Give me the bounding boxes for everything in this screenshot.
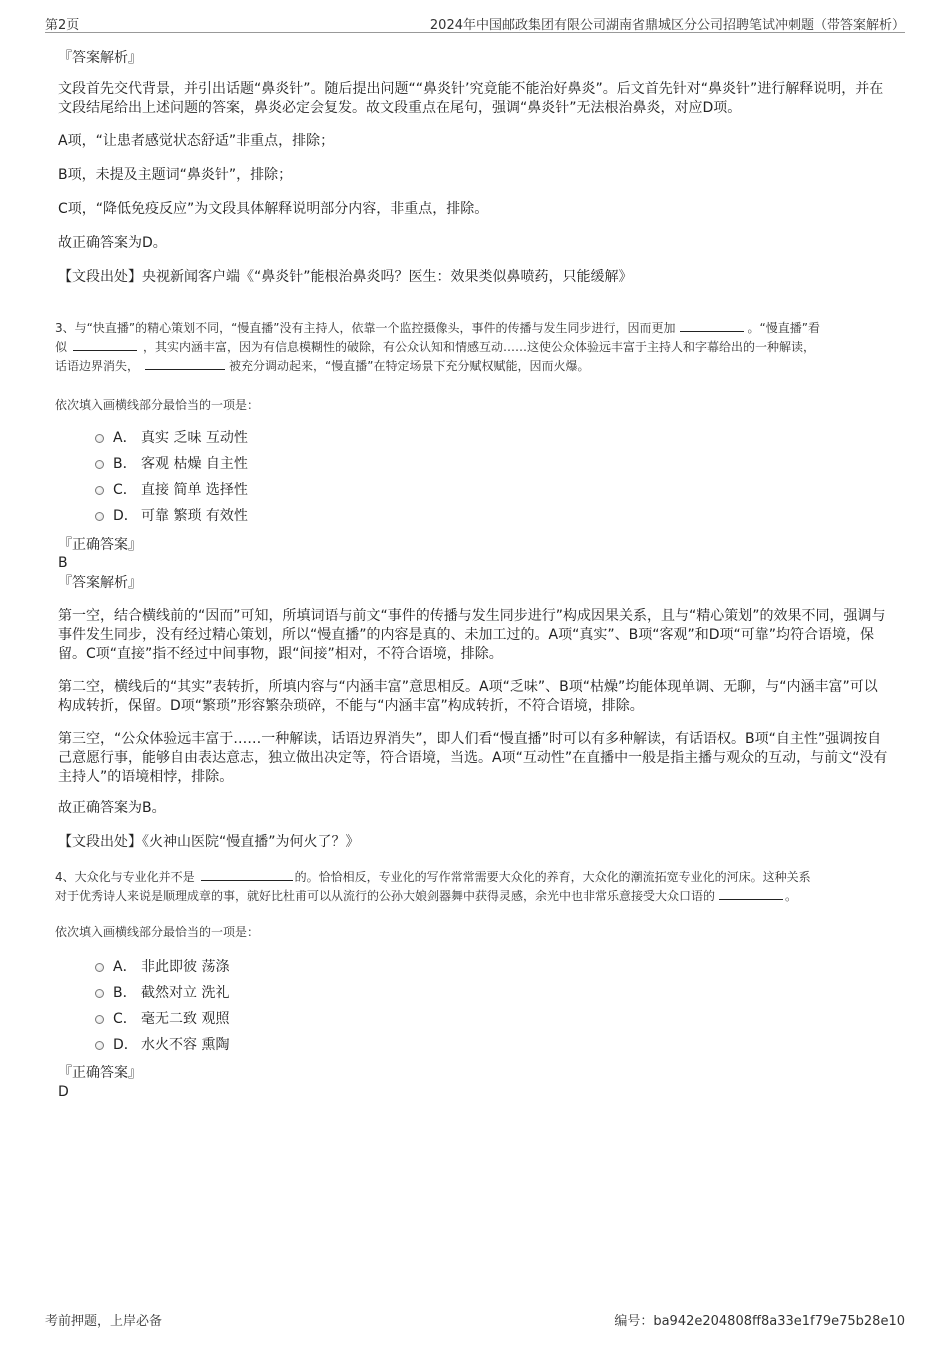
q3-option-a[interactable]: A． 真实 乏味 互动性 [95,428,248,448]
q3-option-d[interactable]: D． 可靠 繁琐 有效性 [95,506,248,526]
radio-icon[interactable] [95,486,104,495]
q2-analysis-p3: B项，未提及主题词“鼻炎针”，排除； [58,167,293,183]
q3-analysis-label: 『答案解析』 [58,575,142,591]
q3-source: 【文段出处】《火神山医院“慢直播”为何火了？》 [58,834,360,850]
q4-option-b[interactable]: B． 截然对立 洗礼 [95,983,229,1003]
q3-analysis-p1: 第一空，结合横线前的“因而”可知，所填词语与前文“事件的传播与发生同步进行”构成因果关系，且与“精心策划”的效果不同，强调与事件发生同步，没有经过精心策划，所以“慢直播”的内容是真的、未加工过的。A项“真实”、B项“客观”和D项“可靠”均符合语境，保留。C项“直接”指不经过中间事物，跟“间接”相对，不符合语境，排除。 [58,608,886,662]
footer-slogan: 考前押题，上岸必备 [45,1314,163,1329]
radio-icon[interactable] [95,1041,104,1050]
q3-stem: 3、与“快直播”的精心策划不同，“慢直播”没有主持人，依靠一个监控摄像头，事件的传播与发生同步进行，因而更加 。“慢直播”看 似 ，其实内涵丰富，因为有信息模糊性的破除，有公众认知和情感互动……这使公众体验远丰富于主持人和字幕给出的一种解读， 话语边界消失， 被充分调动起来，“慢直播”在特定场景下充分赋权赋能，因而火爆。 [55,321,820,373]
q3-correct-label: 『正确答案』 [58,537,142,553]
radio-icon[interactable] [95,1015,104,1024]
q3-blank-3 [145,357,225,370]
q2-analysis-label: 『答案解析』 [58,50,142,66]
q2-analysis-p4: C项，“降低免疫反应”为文段具体解释说明部分内容，非重点，排除。 [58,201,489,217]
radio-icon[interactable] [95,963,104,972]
q4-option-a[interactable]: A． 非此即彼 荡涤 [95,957,229,977]
q3-blank-2 [73,338,137,351]
q3-blank-1 [680,319,744,332]
q4-option-d[interactable]: D． 水火不容 熏陶 [95,1035,229,1055]
page-number: 第2页 [45,18,80,33]
document-title: 2024年中国邮政集团有限公司湖南省鼎城区分公司招聘笔试冲刺题（带答案解析） [429,18,905,33]
q4-prompt: 依次填入画横线部分最恰当的一项是： [55,925,260,939]
q3-analysis-p2: 第二空，横线后的“其实”表转折，所填内容与“内涵丰富”意思相反。A项“乏味”、B项“枯燥”均能体现单调、无聊，与“内涵丰富”可以构成转折，保留。D项“繁琐”形容繁杂琐碎，不能与“内涵丰富”构成转折，不符合语境，排除。 [58,679,878,714]
q4-correct-answer: D [58,1084,69,1100]
q3-analysis-p4: 故正确答案为B。 [58,800,166,816]
radio-icon[interactable] [95,989,104,998]
q3-option-c[interactable]: C． 直接 简单 选择性 [95,480,248,500]
q2-analysis-p5: 故正确答案为D。 [58,235,167,251]
radio-icon[interactable] [95,460,104,469]
q3-option-b[interactable]: B． 客观 枯燥 自主性 [95,454,248,474]
q4-blank-1 [201,868,293,881]
radio-icon[interactable] [95,512,104,521]
page-header [45,12,905,33]
q4-stem: 4、大众化与专业化并不是 的。恰恰相反，专业化的写作常常需要大众化的养育，大众化的潮流拓宽专业化的河床。这种关系 对于优秀诗人来说是顺理成章的事，就好比杜甫可以从流行的公孙大娘剑器舞中获得灵感，余光中也非常乐意接受大众口语的 。 [55,870,811,903]
q3-prompt: 依次填入画横线部分最恰当的一项是： [55,398,260,412]
q2-source: 【文段出处】央视新闻客户端《“鼻炎针”能根治鼻炎吗？医生：效果类似鼻喷药，只能缓解》 [58,269,633,285]
q3-correct-answer: B [58,555,68,571]
q2-analysis-p1: 文段首先交代背景，并引出话题“鼻炎针”。随后提出问题““鼻炎针’究竟能不能治好鼻炎”。后文首先针对“鼻炎针”进行解释说明，并在文段结尾给出上述问题的答案，鼻炎必定会复发。故文段重点在尾句，强调“鼻炎针”无法根治鼻炎，对应D项。 [58,81,884,116]
radio-icon[interactable] [95,434,104,443]
q2-analysis-p2: A项，“让患者感觉状态舒适”非重点，排除； [58,133,335,149]
document-id: 编号：ba942e204808ff8a33e1f79e75b28e10 [614,1314,905,1329]
q4-option-c[interactable]: C． 毫无二致 观照 [95,1009,229,1029]
q4-blank-2 [719,887,783,900]
q4-correct-label: 『正确答案』 [58,1065,142,1081]
q3-analysis-p3: 第三空，“公众体验远丰富于……一种解读，话语边界消失”，即人们看“慢直播”时可以有多种解读，有话语权。B项“自主性”强调按自己意愿行事，能够自由表达意志，独立做出决定等，符合语境，当选。A项“互动性”在直播中一般是指主播与观众的互动，与前文“没有主持人”的语境相悖，排除。 [58,731,888,785]
